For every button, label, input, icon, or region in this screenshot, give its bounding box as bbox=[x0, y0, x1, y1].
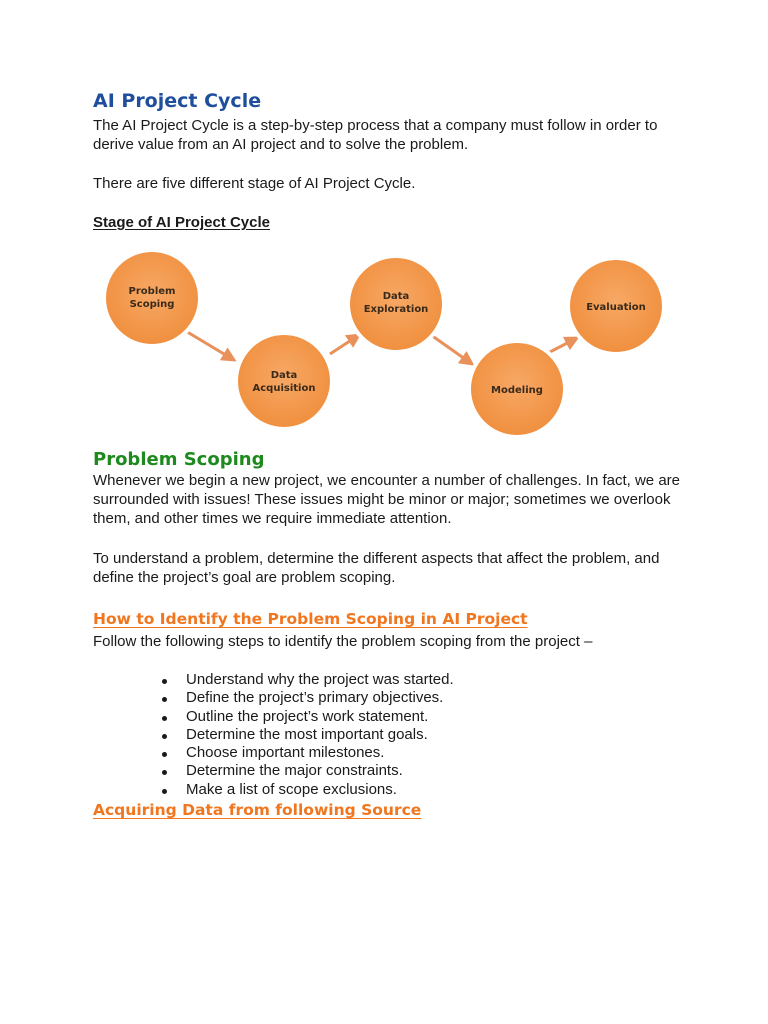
how-to-identify-heading: How to Identify the Problem Scoping in AI Project bbox=[93, 610, 528, 628]
arrow-modeling-to-evaluation bbox=[546, 338, 577, 354]
stage-modeling bbox=[469, 341, 565, 437]
list-item-text: Choose important milestones. bbox=[186, 744, 385, 762]
stage-evaluation bbox=[568, 258, 664, 354]
arrow-exploration-to-modeling bbox=[431, 335, 472, 364]
stage-data-acquisition bbox=[236, 333, 332, 429]
bullet-icon bbox=[162, 770, 167, 775]
steps-list bbox=[160, 671, 454, 799]
svg-text:Evaluation: Evaluation bbox=[586, 302, 646, 313]
list-item bbox=[160, 726, 454, 744]
stage-data-exploration bbox=[348, 256, 444, 352]
arrow-acquisition-to-exploration bbox=[330, 335, 359, 354]
list-item-text: Determine the most important goals. bbox=[186, 725, 428, 743]
bullet-icon bbox=[162, 716, 167, 721]
svg-text:Scoping: Scoping bbox=[129, 299, 175, 310]
problem-scoping-heading: Problem Scoping bbox=[93, 449, 265, 470]
list-item bbox=[160, 671, 454, 689]
svg-text:Exploration: Exploration bbox=[363, 304, 429, 315]
list-item-text: Determine the major constraints. bbox=[186, 762, 403, 780]
svg-text:Data: Data bbox=[270, 370, 298, 381]
ai-project-cycle-diagram bbox=[88, 246, 678, 446]
bullet-icon bbox=[162, 789, 167, 794]
list-item bbox=[160, 689, 454, 707]
list-item-text: Make a list of scope exclusions. bbox=[186, 780, 397, 798]
problem-scoping-paragraph-1: Whenever we begin a new project, we encounter a number of challenges. In fact, we are surrounded with issues! These issues might be minor or major; sometimes we overlook them, and other times we require immediate attention. bbox=[93, 472, 680, 527]
acquiring-data-heading: Acquiring Data from following Source bbox=[93, 801, 422, 819]
page-title: AI Project Cycle bbox=[93, 90, 262, 112]
stages-count-text: There are five different stage of AI Project Cycle. bbox=[93, 175, 416, 192]
stage-problem-scoping bbox=[104, 250, 200, 346]
how-to-intro: Follow the following steps to identify the problem scoping from the project – bbox=[93, 633, 593, 650]
list-item-text: Outline the project’s work statement. bbox=[186, 707, 429, 725]
svg-text:Data: Data bbox=[382, 291, 410, 302]
svg-text:Modeling: Modeling bbox=[491, 385, 543, 396]
svg-text:Problem: Problem bbox=[128, 286, 176, 297]
bullet-icon bbox=[162, 679, 167, 684]
list-item bbox=[160, 781, 454, 799]
list-item-text: Define the project’s primary objectives. bbox=[186, 689, 444, 707]
list-item bbox=[160, 744, 454, 762]
stages-subheading: Stage of AI Project Cycle bbox=[93, 214, 270, 231]
problem-scoping-paragraph-2: To understand a problem, determine the different aspects that affect the problem, and define the project’s goal are problem scoping. bbox=[93, 550, 660, 586]
bullet-icon bbox=[162, 734, 167, 739]
list-item bbox=[160, 762, 454, 780]
bullet-icon bbox=[162, 697, 167, 702]
intro-paragraph: The AI Project Cycle is a step-by-step process that a company must follow in order to derive value from an AI project and to solve the problem. bbox=[93, 117, 658, 153]
bullet-icon bbox=[162, 752, 167, 757]
svg-text:Acquisition: Acquisition bbox=[252, 383, 316, 394]
list-item-text: Understand why the project was started. bbox=[186, 671, 454, 688]
list-item bbox=[160, 708, 454, 726]
